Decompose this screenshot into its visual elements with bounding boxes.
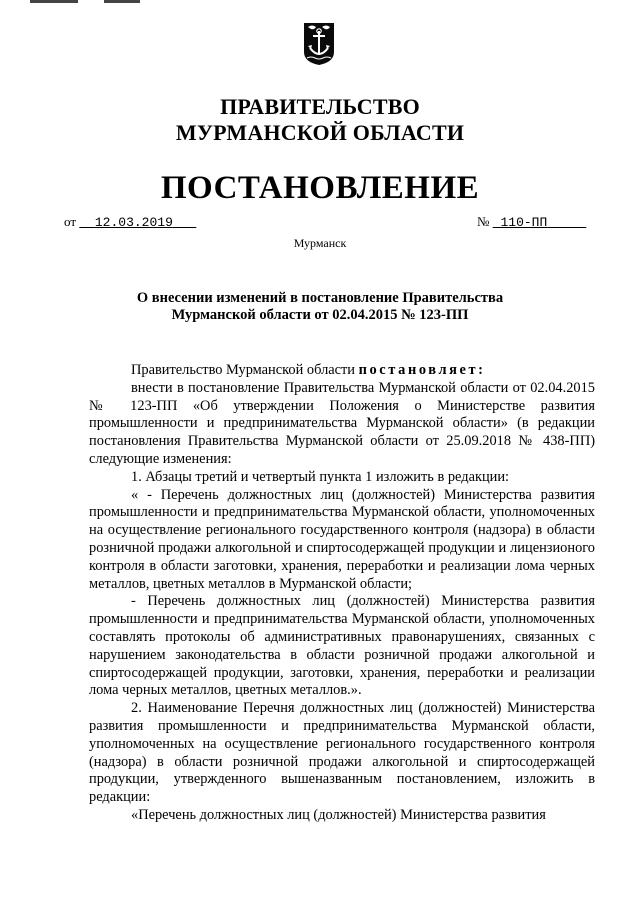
date-prefix: от bbox=[64, 214, 77, 229]
body-paragraph: « - Перечень должностных лиц (должностей) Министерства развития промышленности и предпринимательства Мурманской области, уполномоченных на осуществление регионального государственного контроля (надзора) в области розничной продажи алкогольной и спиртосодержащей продукции и лицензионого контроля в области заготовки, хранения, переработки и реализации лома черных металлов, цветных металлов в Мурманской области; bbox=[89, 486, 595, 592]
decree-word: постановляет: bbox=[358, 362, 486, 378]
body-paragraph: «Перечень должностных лиц (должностей) Министерства развития bbox=[131, 806, 546, 823]
number-value: 110-ПП bbox=[500, 215, 548, 230]
number-field bbox=[477, 214, 586, 230]
scan-mark bbox=[104, 0, 140, 3]
body-paragraph: 1. Абзацы третий и четвертый пункта 1 изложить в редакции: bbox=[131, 468, 510, 485]
murmansk-coat-of-arms-icon bbox=[303, 22, 335, 66]
body-paragraph: - Перечень должностных лиц (должностей) Министерства развития промышленности и предпринимательства Мурманской области, уполномоченных составлять протоколы об административных правонарушениях, связанных с нарушением законодательства в области розничной продажи алкогольной и спиртосодержащей продукции, заготовки, хранения, переработки и реализации лома черных металлов, цветных металлов.». bbox=[89, 593, 595, 699]
decree-subject: Правительство Мурманской области bbox=[131, 362, 356, 378]
date-value: 12.03.2019 bbox=[94, 215, 173, 230]
scan-edge-marks bbox=[0, 0, 640, 6]
scan-mark bbox=[30, 0, 78, 3]
document-title-line-2: Мурманской области от 02.04.2015 № 123-ПП bbox=[171, 307, 469, 323]
document-type: ПОСТАНОВЛЕНИЕ bbox=[160, 170, 480, 206]
number-prefix: № bbox=[477, 214, 490, 229]
org-name-line-2: МУРМАНСКОЙ ОБЛАСТИ bbox=[175, 120, 465, 145]
document-body bbox=[89, 362, 595, 825]
decree-statement bbox=[89, 362, 595, 380]
city: Мурманск bbox=[293, 236, 347, 250]
document-title-line-1: О внесении изменений в постановление Правительства bbox=[136, 290, 504, 306]
org-name-line-1: ПРАВИТЕЛЬСТВО bbox=[220, 94, 420, 119]
body-paragraph: внести в постановление Правительства Мурманской области от 02.04.2015 № 123-ПП «Об утверждении Положения о Министерстве развития промышленности и предпринимательства Мурманской области» (в редакции постановления Правительства Мурманской области от 25.09.2018 № 438-ПП) следующие изменения: bbox=[89, 379, 595, 467]
body-paragraph: 2. Наименование Перечня должностных лиц (должностей) Министерства развития промышленности и предпринимательства Мурманской области, уполномоченных на осуществление регионального государственного контроля (надзора) в области розничной продажи алкогольной и спиртосодержащей продукции, утвержденного вышеназванным постановлением, изложить в редакции: bbox=[89, 700, 595, 806]
date-field bbox=[64, 214, 196, 230]
